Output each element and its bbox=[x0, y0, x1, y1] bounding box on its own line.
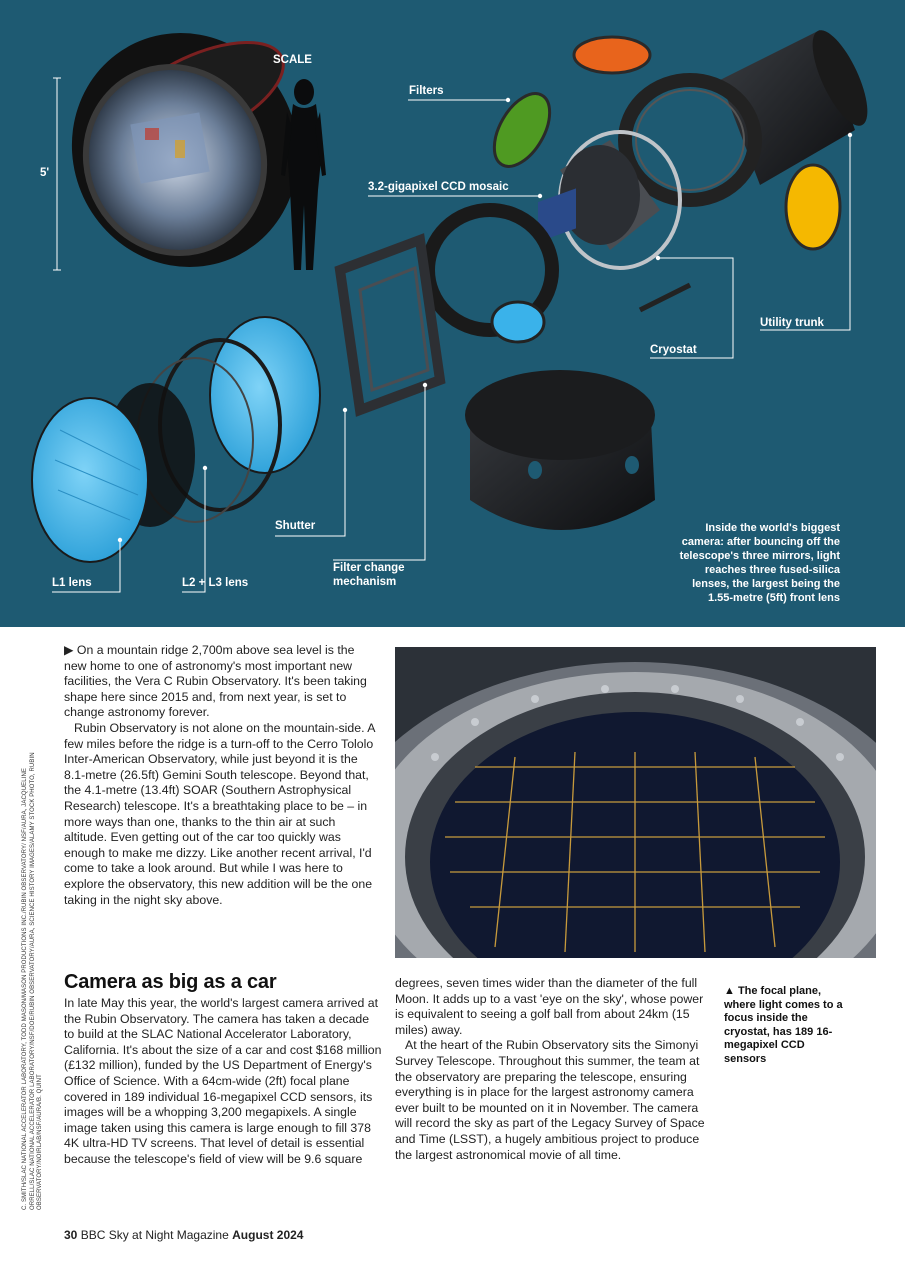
intro-arrow-icon: ▶ bbox=[64, 643, 74, 657]
article-paragraph: Rubin Observatory is not alone on the mountain-side. A few miles before the ridge is a turn-off to the Cerro Tololo Inter-American Observatory, while just beyond it is the 8.1-metre (26.5ft) Gemini South telescope. Beyond that, the 4.1-metre (13.4ft) SOAR (Southern Astrophysical Research) telescope. It's a breathtaking place to be – in more ways than one, thanks to the thin air at such altitude. Even getting out of the car too quickly was enough to make me dizzy. Like another recent arrival, I'd come to take a look around. But while I was here to explore the observatory, this new addition will be the one taking in the night sky above. bbox=[64, 720, 375, 907]
section-heading: Camera as big as a car bbox=[64, 971, 277, 993]
camera-body-drum bbox=[465, 370, 655, 530]
article-paragraph: In late May this year, the world's largest camera arrived at the Rubin Observatory. The camera has taken a decade to build at the SLAC National Accelerator Laboratory, California. It's about the size of a car and cost $168 million (£132 million), funded by the US Department of Energy's Office of Science. With a 64cm-wide (2ft) focal plane covered in 189 individual 16-megapixel CCD sensors, its images will be a whopping 3,200 megapixels. A single image taken using this camera is large enough to fill 378 4K ultra-HD TV screens. That level of detail is essential because the telescope's field of view will be 9.6 square bbox=[64, 996, 382, 1166]
article-paragraph: At the heart of the Rubin Observatory sits the Simonyi Survey Telescope. Throughout this summer, the team at the observatory are preparing the telescope, ensuring everything is in place for the largest astronomy camera ever built to be mounted on it in November. The camera will record the sky as part of the Legacy Survey of Space and Time (LSST), a hugely ambitious project to produce the largest astronomical movie of all time. bbox=[395, 1038, 705, 1162]
label-ccd-mosaic: 3.2-gigapixel CCD mosaic bbox=[368, 181, 509, 193]
label-l1-lens: L1 lens bbox=[52, 577, 92, 589]
photo-credits: C. SMITH/SLAC NATIONAL ACCELERATOR LABORATORY, TODD MASON/MASON PRODUCTIONS INC./RUBIN OBSERVATORY/ NSF/AURA, JACQUELINE ORRELL/SLAC NATIONAL ACCELERATOR LABORATORY/NSF/DOE/RUBIN OBSERVATORY/AURA, SCIENCE HISTORY IMAGES/ALAMY STOCK PHOTO, RUBIN OBSERVATORY/NOIRLAB/NSF/AURA/B. QUINT bbox=[22, 752, 43, 1210]
focal-plane-photo bbox=[395, 647, 876, 958]
height-scale-bar bbox=[53, 78, 61, 270]
label-filters: Filters bbox=[409, 85, 444, 97]
label-shutter: Shutter bbox=[275, 520, 316, 532]
l1-lens bbox=[32, 398, 148, 562]
issue-date: August 2024 bbox=[232, 1228, 304, 1242]
page-number: 30 bbox=[64, 1228, 78, 1242]
label-scale: SCALE bbox=[273, 54, 312, 66]
article-column-2 bbox=[395, 976, 708, 1163]
intro-paragraph: ▶ On a mountain ridge 2,700m above sea level is the new home to one of astronomy's most important new facilities, the Vera C Rubin Observatory. It's been taking shape here since 2015 and, from next year, is set to change astronomy forever. bbox=[64, 643, 367, 720]
utility-trunk bbox=[625, 23, 878, 200]
article-paragraph: degrees, seven times wider than the diameter of the full Moon. It adds up to a vast 'eye on the sky', whose power is equivalent to seeing a golf ball from about 24km (15 miles) away. bbox=[395, 976, 704, 1037]
article-column-1-bottom bbox=[64, 996, 382, 1168]
page-footer bbox=[64, 1228, 303, 1242]
magazine-name: BBC Sky at Night Magazine bbox=[80, 1228, 229, 1242]
camera-infographic bbox=[0, 0, 905, 627]
infographic-caption: Inside the world's biggest camera: after bouncing off the telescope's three mirrors, light reaches three fused-silica lenses, the largest being the 1.55-metre (5ft) front lens bbox=[679, 522, 840, 604]
cryostat bbox=[560, 132, 690, 310]
label-filter-change: Filter change mechanism bbox=[333, 562, 405, 588]
filter-carousel bbox=[428, 210, 552, 342]
label-cryostat: Cryostat bbox=[650, 344, 697, 356]
article-column-1-top bbox=[64, 643, 380, 908]
label-utility-trunk: Utility trunk bbox=[760, 317, 824, 329]
photo-caption: ▲ The focal plane, where light comes to a focus inside the cryostat, has 189 16-megapixel CCD sensors bbox=[724, 985, 843, 1065]
label-height: 5' bbox=[40, 167, 50, 179]
label-l2-l3-lens: L2 + L3 lens bbox=[182, 577, 249, 589]
